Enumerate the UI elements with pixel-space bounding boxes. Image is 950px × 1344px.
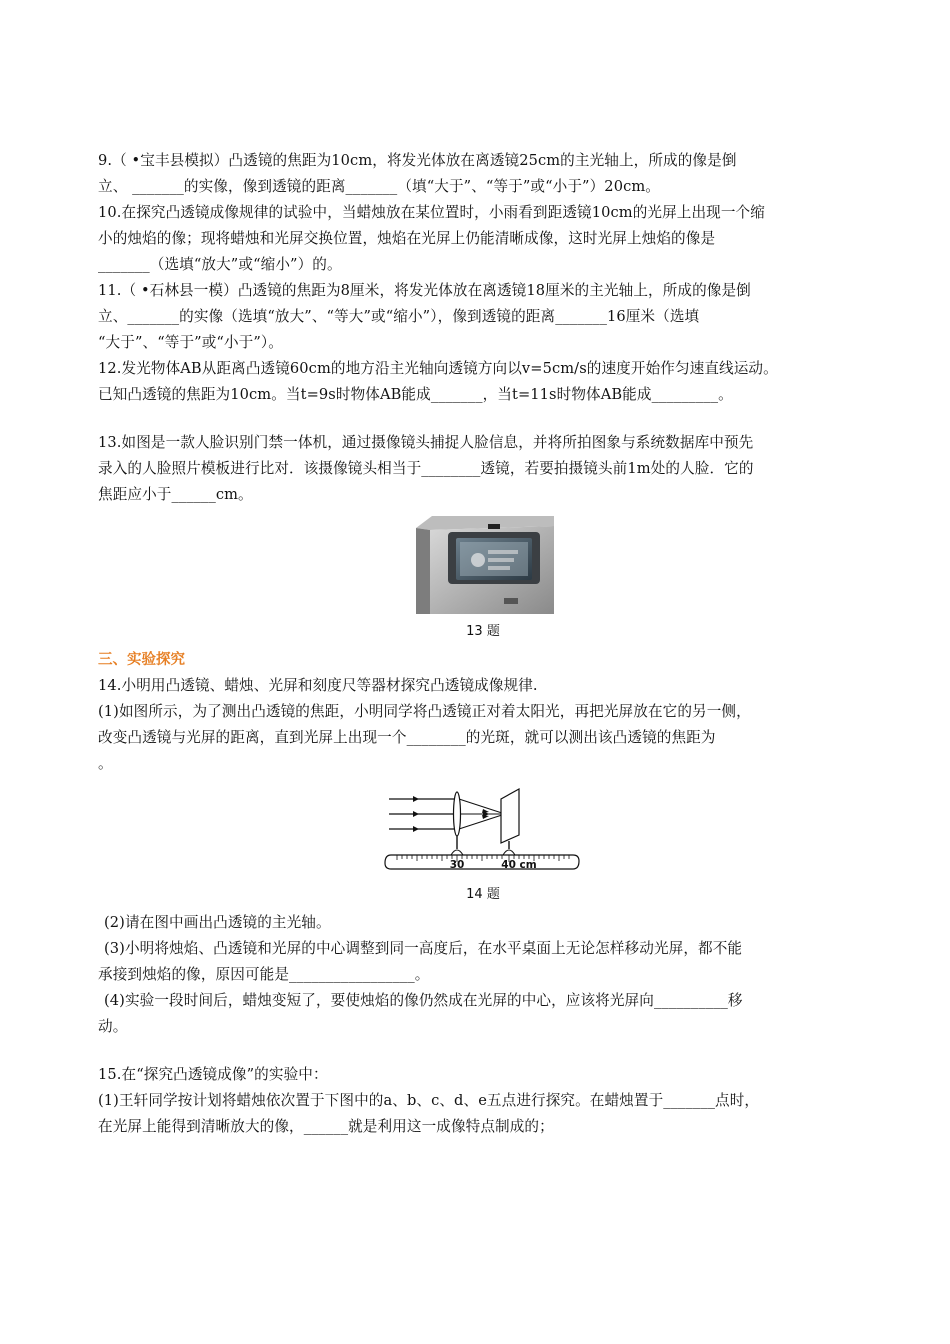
q15-part1-line-2: 在光屏上能得到清晰放大的像，______就是利用这一成像特点制成的； xyxy=(98,1118,554,1135)
section-title-experiment: 三、实验探究 xyxy=(98,652,185,668)
question-14-continued xyxy=(98,910,868,1040)
q14-part4-line-2: 动。 xyxy=(98,1018,128,1035)
q10-line-3: _______（选填“放大”或“缩小”）的。 xyxy=(98,256,342,273)
question-12 xyxy=(98,356,868,408)
q13-line-1: 13.如图是一款人脸识别门禁一体机，通过摄像镜头捕捉人脸信息，并将所拍图象与系统数据库中预先 xyxy=(98,434,754,451)
q13-line-3: 焦距应小于______cm。 xyxy=(98,486,253,503)
figure-13 xyxy=(98,514,868,639)
ruler-tick-30: 30 xyxy=(449,859,465,871)
question-14 xyxy=(98,673,868,777)
q11-line-3: “大于”、“等于”或“小于”）。 xyxy=(98,334,284,351)
figure-14-caption: 14 题 xyxy=(466,887,500,902)
q14-part4-line-1: (4)实验一段时间后，蜡烛变短了，要使烛焰的像仍然成在光屏的中心，应该将光屏向__________移 xyxy=(104,992,743,1009)
q14-part1-line-2: 改变凸透镜与光屏的距离，直到光屏上出现一个________的光斑，就可以测出该凸透镜的焦距为 xyxy=(98,729,716,746)
focal-length-setup-diagram xyxy=(373,785,593,877)
q9-line-2: 立、 _______的实像，像到透镜的距离_______（填“大于”、“等于”或“小于”）20cm。 xyxy=(98,178,660,195)
question-9 xyxy=(98,148,868,200)
q9-line-1: 9.（ •宝丰县模拟）凸透镜的焦距为10cm，将发光体放在离透镜25cm的主光轴上，所成的像是倒 xyxy=(98,152,737,169)
q10-line-1: 10.在探究凸透镜成像规律的试验中，当蜡烛放在某位置时，小雨看到距透镜10cm的光屏上出现一个缩 xyxy=(98,204,765,221)
q14-part3-line-2: 承接到烛焰的像，原因可能是_________________。 xyxy=(98,966,430,983)
figure-14 xyxy=(98,785,868,902)
figure-13-caption: 13 题 xyxy=(466,624,500,639)
q15-part1-line-1: (1)王轩同学按计划将蜡烛依次置于下图中的a、b、c、d、e五点进行探究。在蜡烛置于_______点时， xyxy=(98,1092,760,1109)
question-11 xyxy=(98,278,868,356)
q14-stem: 14.小明用凸透镜、蜡烛、光屏和刻度尺等器材探究凸透镜成像规律. xyxy=(98,677,538,694)
q14-part2: (2)请在图中画出凸透镜的主光轴。 xyxy=(104,914,331,931)
question-15 xyxy=(98,1062,868,1140)
q14-part1-line-3: 。 xyxy=(98,755,113,772)
q11-line-2: 立、_______的实像（选填“放大”、“等大”或“缩小”），像到透镜的距离_______16厘米（选填 xyxy=(98,308,700,325)
worksheet-page xyxy=(98,148,868,1140)
q15-stem: 15.在“探究凸透镜成像”的实验中： xyxy=(98,1066,328,1083)
q14-part3-line-1: (3)小明将烛焰、凸透镜和光屏的中心调整到同一高度后，在水平桌面上无论怎样移动光屏，都不能 xyxy=(104,940,743,957)
q12-line-1: 12.发光物体AB从距离凸透镜60cm的地方沿主光轴向透镜方向以v=5cm/s的速度开始作匀速直线运动。 xyxy=(98,360,778,377)
q12-line-2: 已知凸透镜的焦距为10cm。当t=9s时物体AB能成_______，当t=11s时物体AB能成_________。 xyxy=(98,386,733,403)
face-recognition-terminal-image xyxy=(408,514,558,614)
q11-line-1: 11.（ •石林县一模）凸透镜的焦距为8厘米，将发光体放在离透镜18厘米的主光轴上，所成的像是倒 xyxy=(98,282,751,299)
ruler-tick-40-cm: 40 cm xyxy=(501,859,537,871)
question-10 xyxy=(98,200,868,278)
q10-line-2: 小的烛焰的像；现将蜡烛和光屏交换位置，烛焰在光屏上仍能清晰成像，这时光屏上烛焰的像是 xyxy=(98,230,716,247)
q14-part1-line-1: (1)如图所示，为了测出凸透镜的焦距，小明同学将凸透镜正对着太阳光，再把光屏放在它的另一侧， xyxy=(98,703,751,720)
question-13 xyxy=(98,430,868,508)
q13-line-2: 录入的人脸照片模板进行比对．该摄像镜头相当于________透镜，若要拍摄镜头前1m处的人脸．它的 xyxy=(98,460,754,477)
